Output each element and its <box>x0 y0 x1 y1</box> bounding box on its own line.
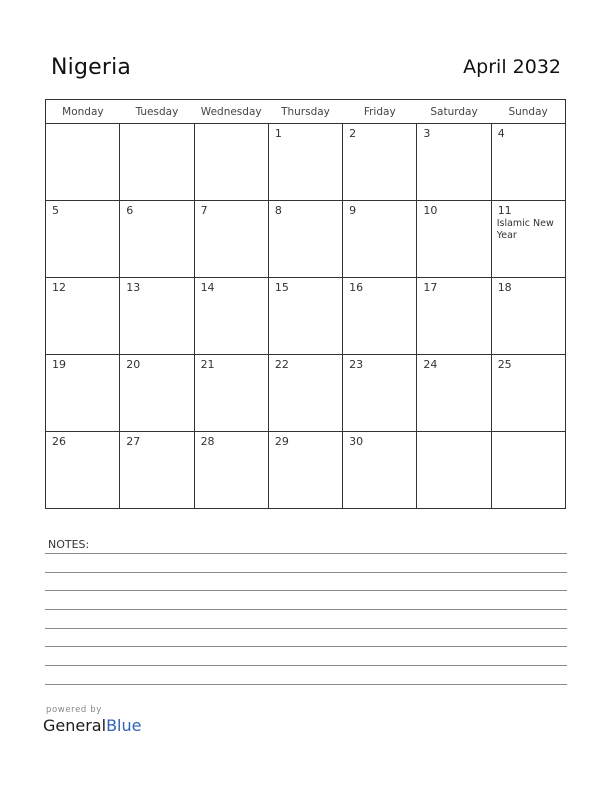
day-number: 6 <box>126 204 134 217</box>
day-number: 13 <box>126 281 141 294</box>
day-number: 30 <box>349 435 364 448</box>
week-row <box>46 201 566 278</box>
weekday-header-row <box>46 100 566 124</box>
day-cell <box>491 432 565 509</box>
day-number: 17 <box>423 281 438 294</box>
week-row <box>46 124 566 201</box>
day-cell <box>268 124 342 201</box>
day-cell <box>46 432 120 509</box>
day-cell <box>194 432 268 509</box>
note-line <box>45 609 567 610</box>
note-line <box>45 665 567 666</box>
day-cell <box>120 432 194 509</box>
day-cell <box>194 278 268 355</box>
day-number: 4 <box>497 127 505 140</box>
note-line <box>45 646 567 647</box>
day-cell <box>343 124 417 201</box>
month-year-title: April 2032 <box>463 56 561 78</box>
day-cell <box>120 124 194 201</box>
note-line <box>45 572 567 573</box>
day-cell <box>491 278 565 355</box>
week-row <box>46 278 566 355</box>
day-cell <box>417 432 491 509</box>
day-number: 27 <box>126 435 141 448</box>
day-cell <box>343 432 417 509</box>
day-cell <box>268 278 342 355</box>
weekday-header: Friday <box>343 100 417 124</box>
day-number: 12 <box>52 281 66 294</box>
day-cell <box>491 124 565 201</box>
day-cell <box>120 355 194 432</box>
calendar-grid <box>45 99 566 509</box>
day-number: 18 <box>497 281 512 294</box>
weekday-header: Wednesday <box>194 100 268 124</box>
day-number: 9 <box>349 204 357 217</box>
day-cell <box>417 201 491 278</box>
day-number: 25 <box>497 358 512 371</box>
day-cell <box>194 201 268 278</box>
day-number: 16 <box>349 281 364 294</box>
day-cell <box>268 432 342 509</box>
day-number <box>195 124 268 127</box>
day-number: 5 <box>52 204 59 217</box>
day-number: 21 <box>200 358 215 371</box>
day-number <box>417 432 490 435</box>
day-number <box>492 432 565 435</box>
country-title: Nigeria <box>51 55 132 80</box>
brand-logo <box>43 716 141 735</box>
day-cell <box>46 278 120 355</box>
notes-label: NOTES: <box>48 538 90 551</box>
day-cell <box>120 278 194 355</box>
day-number: 14 <box>200 281 215 294</box>
day-number: 3 <box>423 127 431 140</box>
week-row <box>46 355 566 432</box>
day-cell <box>343 201 417 278</box>
day-cell <box>417 278 491 355</box>
day-cell <box>46 355 120 432</box>
weekday-header: Saturday <box>417 100 491 124</box>
day-number: 28 <box>200 435 215 448</box>
day-number: 11 <box>497 204 512 217</box>
day-cell <box>120 201 194 278</box>
day-number: 1 <box>274 127 282 140</box>
day-number: 23 <box>349 358 364 371</box>
day-cell <box>417 355 491 432</box>
note-line <box>45 553 567 554</box>
day-cell <box>343 278 417 355</box>
day-cell <box>46 201 120 278</box>
day-number: 10 <box>423 204 438 217</box>
day-cell <box>417 124 491 201</box>
day-cell <box>268 201 342 278</box>
note-line <box>45 628 567 629</box>
day-cell <box>194 124 268 201</box>
weekday-header: Thursday <box>268 100 342 124</box>
weekday-header: Monday <box>46 100 120 124</box>
day-number <box>120 124 193 127</box>
day-number: 22 <box>274 358 289 371</box>
day-number: 26 <box>52 435 66 448</box>
day-number <box>46 124 119 127</box>
day-cell <box>491 355 565 432</box>
day-number: 8 <box>274 204 282 217</box>
day-cell-holiday <box>491 201 565 278</box>
week-row <box>46 432 566 509</box>
note-line <box>45 684 567 685</box>
brand-logo-part2: Blue <box>106 716 142 735</box>
day-cell <box>46 124 120 201</box>
day-number: 29 <box>274 435 289 448</box>
day-cell <box>268 355 342 432</box>
day-number: 20 <box>126 358 141 371</box>
brand-logo-part1: General <box>43 716 107 735</box>
day-number: 15 <box>274 281 289 294</box>
day-cell <box>343 355 417 432</box>
weekday-header: Sunday <box>491 100 565 124</box>
powered-by-text: powered by <box>46 705 102 715</box>
holiday-label: Islamic New Year <box>496 218 554 241</box>
day-number: 24 <box>423 358 438 371</box>
day-cell <box>194 355 268 432</box>
day-number: 7 <box>200 204 208 217</box>
day-number: 2 <box>349 127 357 140</box>
day-number: 19 <box>52 358 66 371</box>
weekday-header: Tuesday <box>120 100 194 124</box>
note-line <box>45 590 567 591</box>
